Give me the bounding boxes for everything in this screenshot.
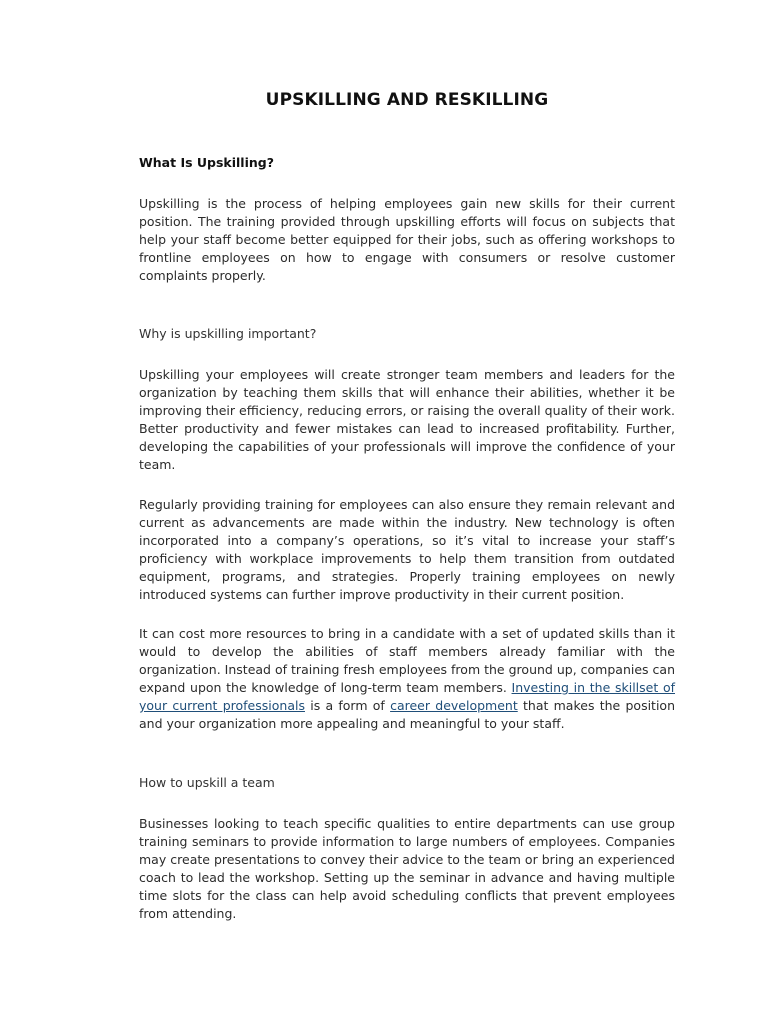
paragraph-how-to-upskill: Businesses looking to teach specific qualities to entire departments can use group training seminars to provide information to large numbers of employees. Companies may create presentations to convey their advice to the team or bring an experienced coach to lead the workshop. Setting up the seminar in advance and having multiple time slots for the class can help avoid scheduling conflicts that prevent employees from attending. <box>139 816 675 921</box>
paragraph-upskilling-definition: Upskilling is the process of helping employees gain new skills for their current position. The training provided through upskilling efforts will focus on subjects that help your staff become better equipped for their jobs, such as offering workshops to frontline employees on how to engage with consumers or resolve customer complaints properly. <box>139 196 675 283</box>
link-investing-in-skillset[interactable]: Investing in the skillset of your current professionals <box>139 680 675 713</box>
section-heading-how-to-upskill: How to upskill a team <box>139 775 275 790</box>
section-heading-why-important: Why is upskilling important? <box>139 326 317 341</box>
paragraph-benefits: Upskilling your employees will create stronger team members and leaders for the organization by teaching them skills that will enhance their abilities, whether it be improving their efficiency, reducing errors, or raising the overall quality of their work. Better productivity and fewer mistakes can lead to increased profitability. Further, developing the capabilities of your professionals will improve the confidence of your team. <box>139 367 675 472</box>
paragraph-cost-text-2: is a form of <box>304 698 391 713</box>
document-title: UPSKILLING AND RESKILLING <box>265 90 549 110</box>
section-heading-what-is-upskilling: What Is Upskilling? <box>139 155 274 170</box>
paragraph-cost-text-1: It can cost more resources to bring in a candidate with a set of updated skills than it would to develop the abilities of staff members already familiar with the organization. Instead of training fresh employees from the ground up, companies can expand upon the knowledge of long-term team members. <box>139 626 675 695</box>
link-career-development[interactable]: career development <box>390 698 518 713</box>
paragraph-cost <box>139 625 675 733</box>
paragraph-cost-text-3: that makes the position and your organization more appealing and meaningful to your staff. <box>139 698 675 731</box>
paragraph-relevance: Regularly providing training for employees can also ensure they remain relevant and current as advancements are made within the industry. New technology is often incorporated into a company’s operations, so it’s vital to increase your staff’s proficiency with workplace improvements to help them transition from outdated equipment, programs, and strategies. Properly training employees on newly introduced systems can further improve productivity in their current position. <box>139 497 675 602</box>
